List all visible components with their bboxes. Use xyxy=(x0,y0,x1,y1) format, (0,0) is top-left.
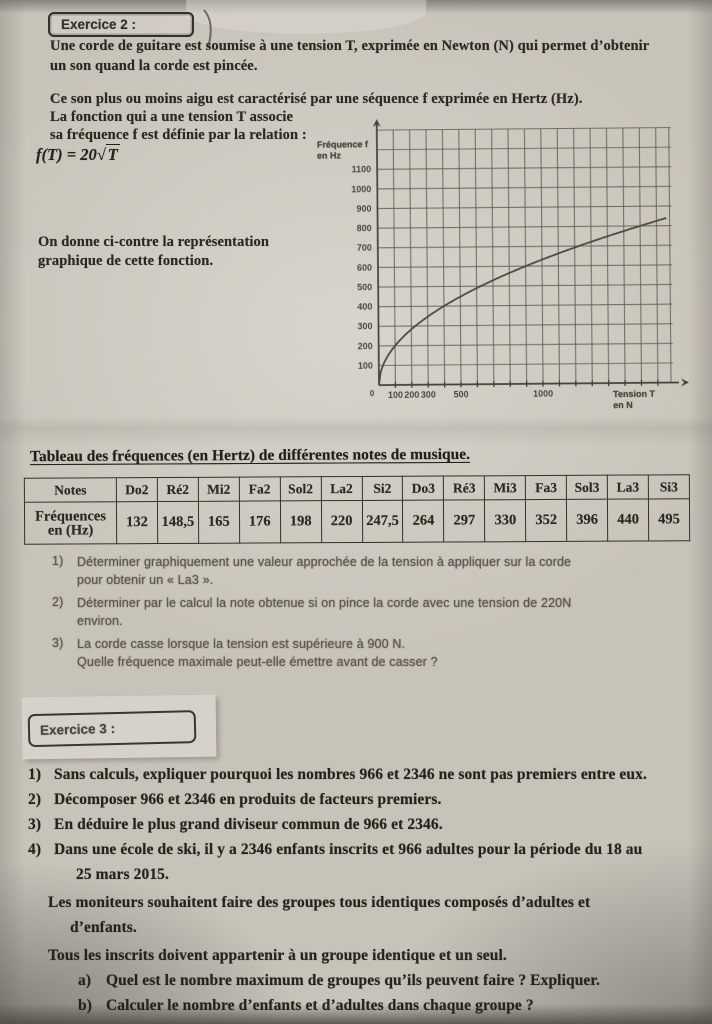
question-item xyxy=(52,636,652,671)
item-line: Tous les inscrits doivent appartenir à un groupe identique et un seul. xyxy=(48,947,507,964)
grid-line-vertical xyxy=(574,128,576,383)
y-tick-label: 400 xyxy=(357,301,373,312)
graph-canvas xyxy=(315,110,698,425)
exercise3-title-sticker xyxy=(22,695,217,760)
grid-line-horizontal xyxy=(379,343,673,346)
item-lines xyxy=(48,943,507,968)
y-tick-label: 700 xyxy=(356,242,372,253)
formula-lhs: f(T) = 20 xyxy=(36,145,97,164)
exercise3-item xyxy=(48,943,704,968)
grid-line-horizontal xyxy=(377,128,671,131)
item-line: Calculer le nombre d’enfants et d’adultes dans chaque groupe ? xyxy=(106,997,534,1014)
item-number: 3) xyxy=(28,816,42,833)
frequency-cell: 396 xyxy=(567,499,608,541)
frequency-table xyxy=(24,474,690,544)
y-axis xyxy=(377,121,379,385)
note-cell: Mi2 xyxy=(198,477,239,501)
item-lines xyxy=(106,993,534,1018)
note-cell: Do3 xyxy=(403,476,444,500)
grid-line-horizontal xyxy=(379,363,673,366)
sqrt-icon: √ xyxy=(96,145,106,164)
y-tick-label: 200 xyxy=(357,340,373,352)
grid-line-horizontal xyxy=(377,147,671,150)
exercise3-list xyxy=(28,762,704,1018)
grid-line-vertical xyxy=(656,128,658,383)
y-tick-label: 100 xyxy=(357,360,373,371)
question-number: 2) xyxy=(52,595,64,609)
question-number: 1) xyxy=(52,554,64,568)
grid-line-vertical xyxy=(442,130,444,385)
grid-line-vertical xyxy=(508,129,510,384)
note-cell: Si3 xyxy=(648,475,689,499)
grid-line-vertical xyxy=(606,128,608,383)
item-number: 4) xyxy=(28,841,42,858)
exercise2-title: Exercice 2 : xyxy=(61,17,137,32)
question-line: environ. xyxy=(77,613,123,628)
x-tick-label: 1000 xyxy=(533,388,554,399)
grid-line-vertical xyxy=(524,129,526,384)
note-cell: Do2 xyxy=(116,478,157,502)
grid-line-horizontal xyxy=(378,304,672,307)
y-tick-label: 300 xyxy=(357,321,373,332)
question-line: La corde casse lorsque la tension est supérieure à 900 N. xyxy=(77,637,406,651)
grid-line-vertical xyxy=(557,129,559,384)
question-item xyxy=(52,554,652,589)
exercise3-title-box xyxy=(28,710,197,747)
y-axis-title-line: en Hz xyxy=(316,150,342,161)
item-lines xyxy=(54,762,647,787)
question-line: Déterminer par le calcul la note obtenue si on pince la corde avec une tension de 220N xyxy=(77,596,572,610)
note-cell: Si2 xyxy=(362,476,403,500)
item-number: b) xyxy=(78,997,92,1014)
frequency-cell: 220 xyxy=(321,500,362,542)
formula-f-of-T xyxy=(36,145,120,165)
exercise3-item xyxy=(28,837,704,887)
question-text xyxy=(77,554,571,589)
frequency-cell: 198 xyxy=(280,501,321,543)
function-graph xyxy=(315,110,698,425)
question-text xyxy=(77,595,571,630)
notes-header-cell: Notes xyxy=(24,478,116,502)
exercise3-item xyxy=(78,968,704,993)
grid-line-vertical xyxy=(623,128,625,383)
side-note-line: On donne ci-contre la représentation xyxy=(38,234,270,250)
item-number: a) xyxy=(78,972,92,989)
question-line: pour obtenir un « La3 ». xyxy=(77,572,214,587)
exercise3-item xyxy=(48,890,704,940)
item-line: En déduire le plus grand diviseur commun de 966 et 2346. xyxy=(54,816,443,833)
grid-line-vertical xyxy=(426,130,428,385)
grid-line-horizontal xyxy=(379,324,673,327)
grid-line-vertical xyxy=(492,129,494,384)
frequency-cell: 440 xyxy=(608,499,649,541)
exercise3-item xyxy=(78,993,704,1018)
question-number: 3) xyxy=(52,636,64,650)
grid-line-vertical xyxy=(639,128,641,383)
x-axis xyxy=(379,382,679,385)
item-line: Les moniteurs souhaitent faire des groupes tous identiques composés d’adultes et xyxy=(48,894,591,911)
frequency-cell: 264 xyxy=(403,500,444,542)
intro-line: sa fréquence f est définie par la relation : xyxy=(50,127,307,143)
question-text xyxy=(77,636,438,671)
item-number: 2) xyxy=(28,791,42,808)
grid-line-vertical xyxy=(590,128,592,383)
item-line: d’enfants. xyxy=(70,919,137,936)
intro-line: La fonction qui a une tension T associe xyxy=(50,109,294,125)
grid-line-vertical xyxy=(475,129,477,384)
exercise2-questions xyxy=(52,554,652,677)
frequency-cell: 176 xyxy=(239,501,280,543)
y-axis-title-line: Fréquence f xyxy=(316,139,368,150)
grid-line-horizontal xyxy=(377,167,671,170)
item-lines xyxy=(48,890,590,940)
item-number: 1) xyxy=(28,766,42,783)
exercise3-item xyxy=(28,812,704,837)
question-line: Quelle fréquence maximale peut-elle émettre avant de casser ? xyxy=(77,654,438,669)
item-line: Décomposer 966 et 2346 en produits de facteurs premiers. xyxy=(54,791,442,808)
y-tick-label: 500 xyxy=(357,282,373,293)
x-axis-title-line: Tension T xyxy=(613,388,655,400)
note-cell: Mi3 xyxy=(485,476,526,500)
frequencies-header-cell xyxy=(24,502,116,544)
frequency-cell: 297 xyxy=(444,500,485,542)
item-line: Sans calculs, expliquer pourquoi les nombres 966 et 2346 ne sont pas premiers entre eux. xyxy=(54,766,647,783)
table-row-frequencies xyxy=(24,499,689,544)
x-tick-label: 200 xyxy=(404,389,420,400)
frequency-cell: 165 xyxy=(198,501,239,543)
y-tick-label: 1000 xyxy=(351,184,372,195)
note-cell: Fa2 xyxy=(239,477,280,501)
grid-line-horizontal xyxy=(378,226,672,229)
formula-radicand: T xyxy=(107,145,118,164)
intro-line: un son quand la corde est pincée. xyxy=(50,58,258,74)
note-cell: La3 xyxy=(607,475,648,499)
note-cell: Sol2 xyxy=(280,477,321,501)
note-cell: Fa3 xyxy=(526,475,567,499)
table-title: Tableau des fréquences (en Hertz) de différentes notes de musique. xyxy=(29,445,471,466)
table-row-notes xyxy=(24,475,689,502)
note-cell: La2 xyxy=(321,476,362,500)
x-tick-label: 100 xyxy=(387,389,404,401)
y-tick-label: 600 xyxy=(356,262,373,273)
grid-line-vertical xyxy=(410,130,412,385)
y-tick-label: 900 xyxy=(356,203,372,214)
item-lines xyxy=(54,812,443,837)
frequencies-header-line: Fréquences xyxy=(35,507,107,525)
intro-line: Une corde de guitare est soumise à une tension T, exprimée en Newton (N) qui permet d’obtenir xyxy=(50,38,650,54)
x-axis-arrow-icon xyxy=(681,378,689,386)
exercise3-title: Exercice 3 : xyxy=(39,721,116,738)
grid-line-vertical xyxy=(669,128,671,383)
x-axis-title-line: en N xyxy=(613,399,633,411)
frequency-cell: 495 xyxy=(648,499,689,541)
x-tick-label: 0 xyxy=(369,389,375,399)
grid-line-horizontal xyxy=(377,206,671,209)
y-tick-label: 1100 xyxy=(351,164,372,175)
grid-line-vertical xyxy=(541,129,543,384)
frequency-cell: 148,5 xyxy=(157,501,198,543)
note-cell: Sol3 xyxy=(566,475,607,499)
item-line: Dans une école de ski, il y a 2346 enfants inscrits et 966 adultes pour la période du 18 au xyxy=(54,841,643,858)
question-item xyxy=(52,595,652,630)
question-line: Déterminer graphiquement une valeur approchée de la tension à appliquer sur la corde xyxy=(77,555,572,569)
note-cell: Ré2 xyxy=(157,477,198,501)
frequency-cell: 247,5 xyxy=(362,500,403,542)
frequency-cell: 132 xyxy=(116,502,157,544)
note-cell: Ré3 xyxy=(444,476,485,500)
grid-line-horizontal xyxy=(378,245,672,248)
grid-line-vertical xyxy=(459,129,461,384)
exercise2-title-box xyxy=(48,12,194,37)
frequency-cell: 330 xyxy=(485,500,526,542)
grid-line-horizontal xyxy=(377,186,671,189)
item-line: 25 mars 2015. xyxy=(76,866,169,883)
item-lines xyxy=(106,968,600,993)
frequencies-header-line: en (Hz) xyxy=(47,521,94,539)
side-note-line: graphique de cette fonction. xyxy=(38,253,214,269)
x-tick-label: 500 xyxy=(453,389,469,400)
exercise3-item xyxy=(28,787,704,812)
x-tick-label: 300 xyxy=(420,389,436,400)
item-line: Quel est le nombre maximum de groupes qu’ils peuvent faire ? Expliquer. xyxy=(106,972,600,989)
exercise3-item xyxy=(28,762,704,787)
y-tick-label: 800 xyxy=(356,223,372,234)
intro-line: Ce son plus ou moins aigu est caractérisé par une séquence f exprimée en Hertz (Hz). xyxy=(50,91,583,107)
grid-line-horizontal xyxy=(378,284,672,287)
item-lines xyxy=(54,837,642,887)
frequency-cell: 352 xyxy=(526,499,567,541)
item-lines xyxy=(54,787,441,812)
paper-flap xyxy=(185,0,426,37)
